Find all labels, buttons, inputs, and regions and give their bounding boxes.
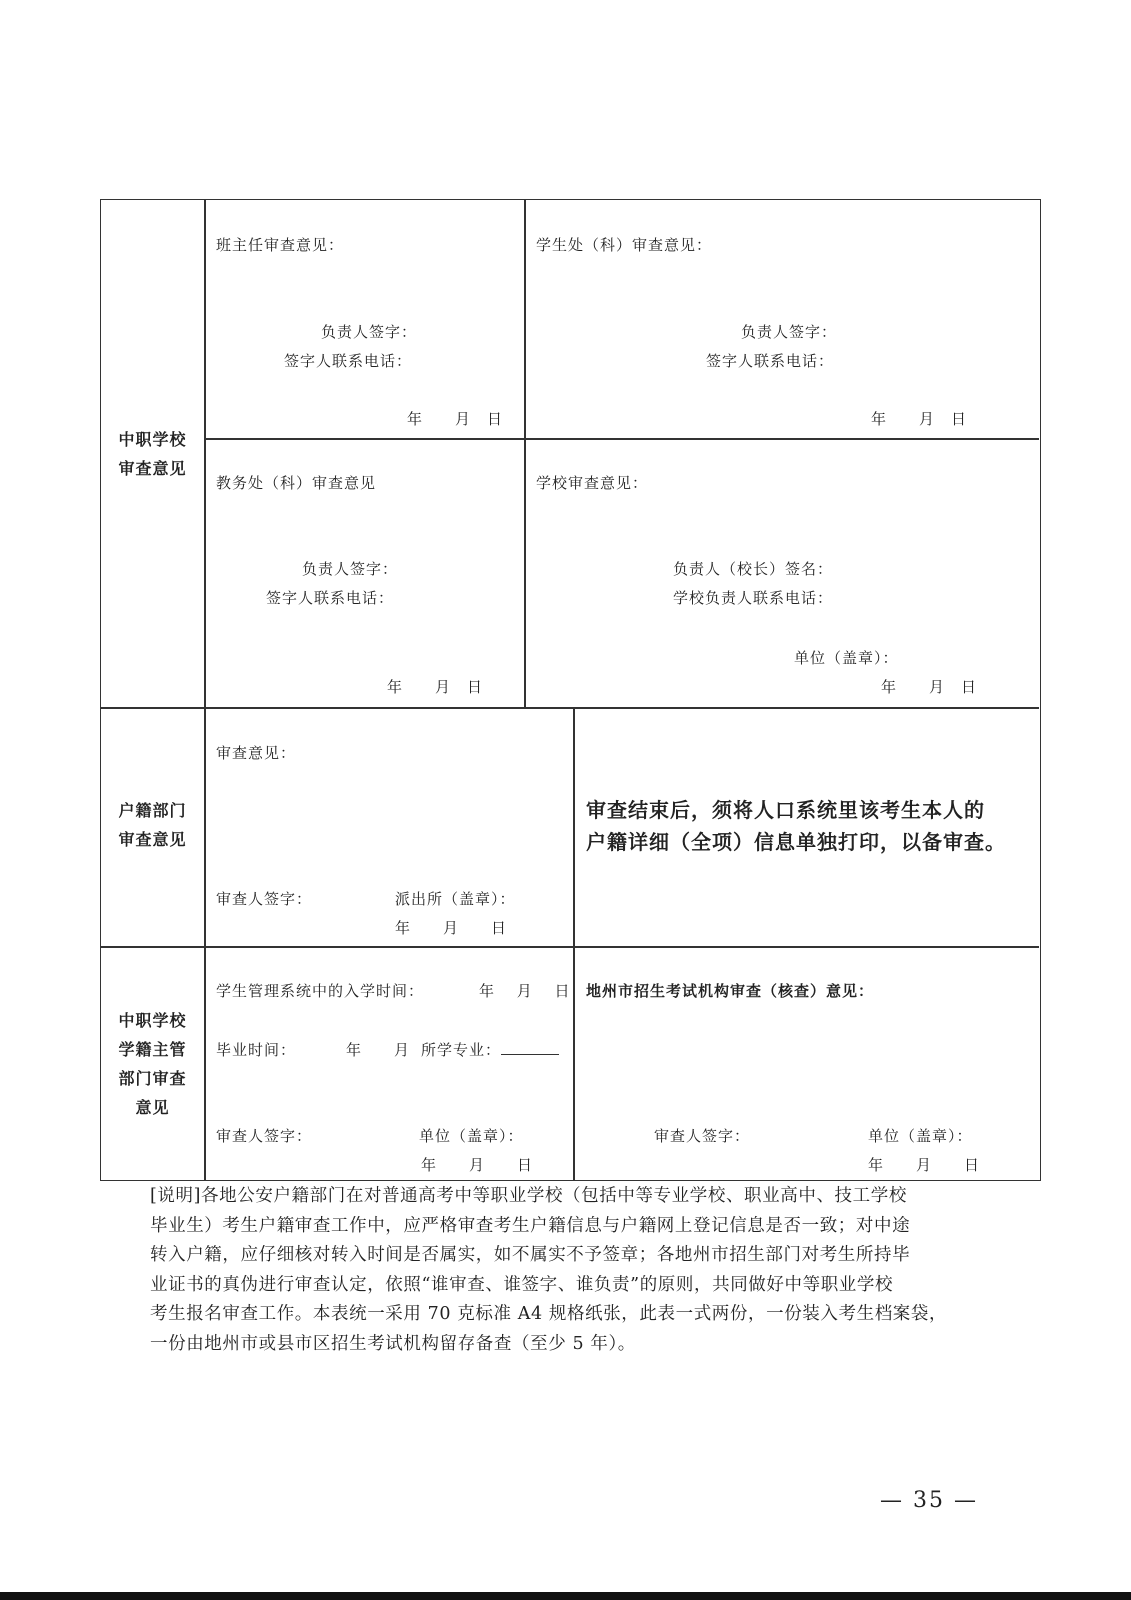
school-phone: 学校负责人联系电话： bbox=[673, 589, 834, 607]
row-divider bbox=[101, 946, 1039, 948]
page-number: — 35 — bbox=[880, 1488, 978, 1513]
school-opinion-title: 学校审查意见： bbox=[536, 474, 649, 492]
unit-stamp: 单位（盖章）： bbox=[794, 649, 899, 667]
inner-divider bbox=[204, 438, 1039, 440]
graduation-time-label: 毕业时间： bbox=[216, 1041, 297, 1059]
signer-phone: 签字人联系电话： bbox=[266, 589, 395, 607]
section1-col-divider bbox=[524, 200, 526, 707]
academic-office-opinion-title: 教务处（科）审查意见 bbox=[216, 474, 377, 492]
principal-signature: 负责人（校长）签名： bbox=[673, 560, 834, 578]
major-field: 所学专业： bbox=[421, 1039, 559, 1060]
label-column-divider bbox=[204, 200, 206, 1180]
head-teacher-opinion-title: 班主任审查意见： bbox=[216, 236, 345, 254]
date-line: 年 月 日 bbox=[407, 410, 504, 428]
section1-label: 中职学校 审查意见 bbox=[118, 430, 187, 478]
bottom-edge bbox=[0, 1592, 1131, 1600]
date-line: 年 月 日 bbox=[871, 410, 968, 428]
police-station-stamp: 派出所（盖章）： bbox=[395, 890, 516, 908]
enrollment-date: 年 月 日 bbox=[479, 982, 571, 1000]
major-blank bbox=[501, 1040, 559, 1055]
responsible-signature: 负责人签字： bbox=[321, 323, 418, 341]
household-opinion-title: 审查意见： bbox=[216, 744, 297, 762]
reviewer-signature: 审查人签字： bbox=[654, 1127, 751, 1145]
date-line: 年 月 日 bbox=[881, 678, 978, 696]
exam-authority-opinion-title: 地州市招生考试机构审查（核查）意见： bbox=[586, 982, 875, 1000]
signer-phone: 签字人联系电话： bbox=[284, 352, 413, 370]
date-line: 年 月 日 bbox=[421, 1156, 534, 1174]
reviewer-signature: 审查人签字： bbox=[216, 1127, 313, 1145]
student-office-opinion-title: 学生处（科）审查意见： bbox=[536, 236, 713, 254]
section3-label: 中职学校 学籍主管 部门审查 意见 bbox=[118, 1011, 187, 1117]
date-line: 年 月 日 bbox=[868, 1156, 981, 1174]
enrollment-time-label: 学生管理系统中的入学时间： bbox=[216, 982, 425, 1000]
unit-stamp: 单位（盖章）： bbox=[868, 1127, 973, 1145]
reviewer-signature: 审查人签字： bbox=[216, 890, 313, 908]
row-divider bbox=[101, 707, 1039, 709]
section23-col-divider bbox=[573, 707, 575, 1180]
responsible-signature: 负责人签字： bbox=[741, 323, 838, 341]
date-line: 年 月 日 bbox=[395, 919, 508, 937]
unit-stamp: 单位（盖章）： bbox=[419, 1127, 524, 1145]
date-line: 年 月 日 bbox=[387, 678, 484, 696]
responsible-signature: 负责人签字： bbox=[302, 560, 399, 578]
explanation-note: [说明]各地公安户籍部门在对普通高考中等职业学校（包括中等专业学校、职业高中、技工学校 毕业生）考生户籍审查工作中，应严格审查考生户籍信息与户籍网上登记信息是否一致；对中途 转入户籍，应仔细核对转入时间是否属实，如不属实不予签章；各地州市招生部门对考生所持毕 业证书的真伪进行审查认定，依照“谁审查、谁签字、谁负责”的原则，共同做好中等职业学校 考生报名审查工作。本表统一采用 70 克标准 A4 规格纸张，此表一式两份，一份装入考生档案袋， 一份由地州市或县市区招生考试机构留存备查（至少 5 年）。 bbox=[150, 1186, 948, 1354]
signer-phone: 签字人联系电话： bbox=[706, 352, 835, 370]
section2-label: 户籍部门 审查意见 bbox=[118, 801, 187, 849]
graduation-date: 年 月 bbox=[346, 1041, 411, 1059]
review-form bbox=[100, 199, 1041, 1181]
print-notice: 审查结束后，须将人口系统里该考生本人的 户籍详细（全项）信息单独打印，以备审查。 bbox=[586, 798, 1006, 854]
